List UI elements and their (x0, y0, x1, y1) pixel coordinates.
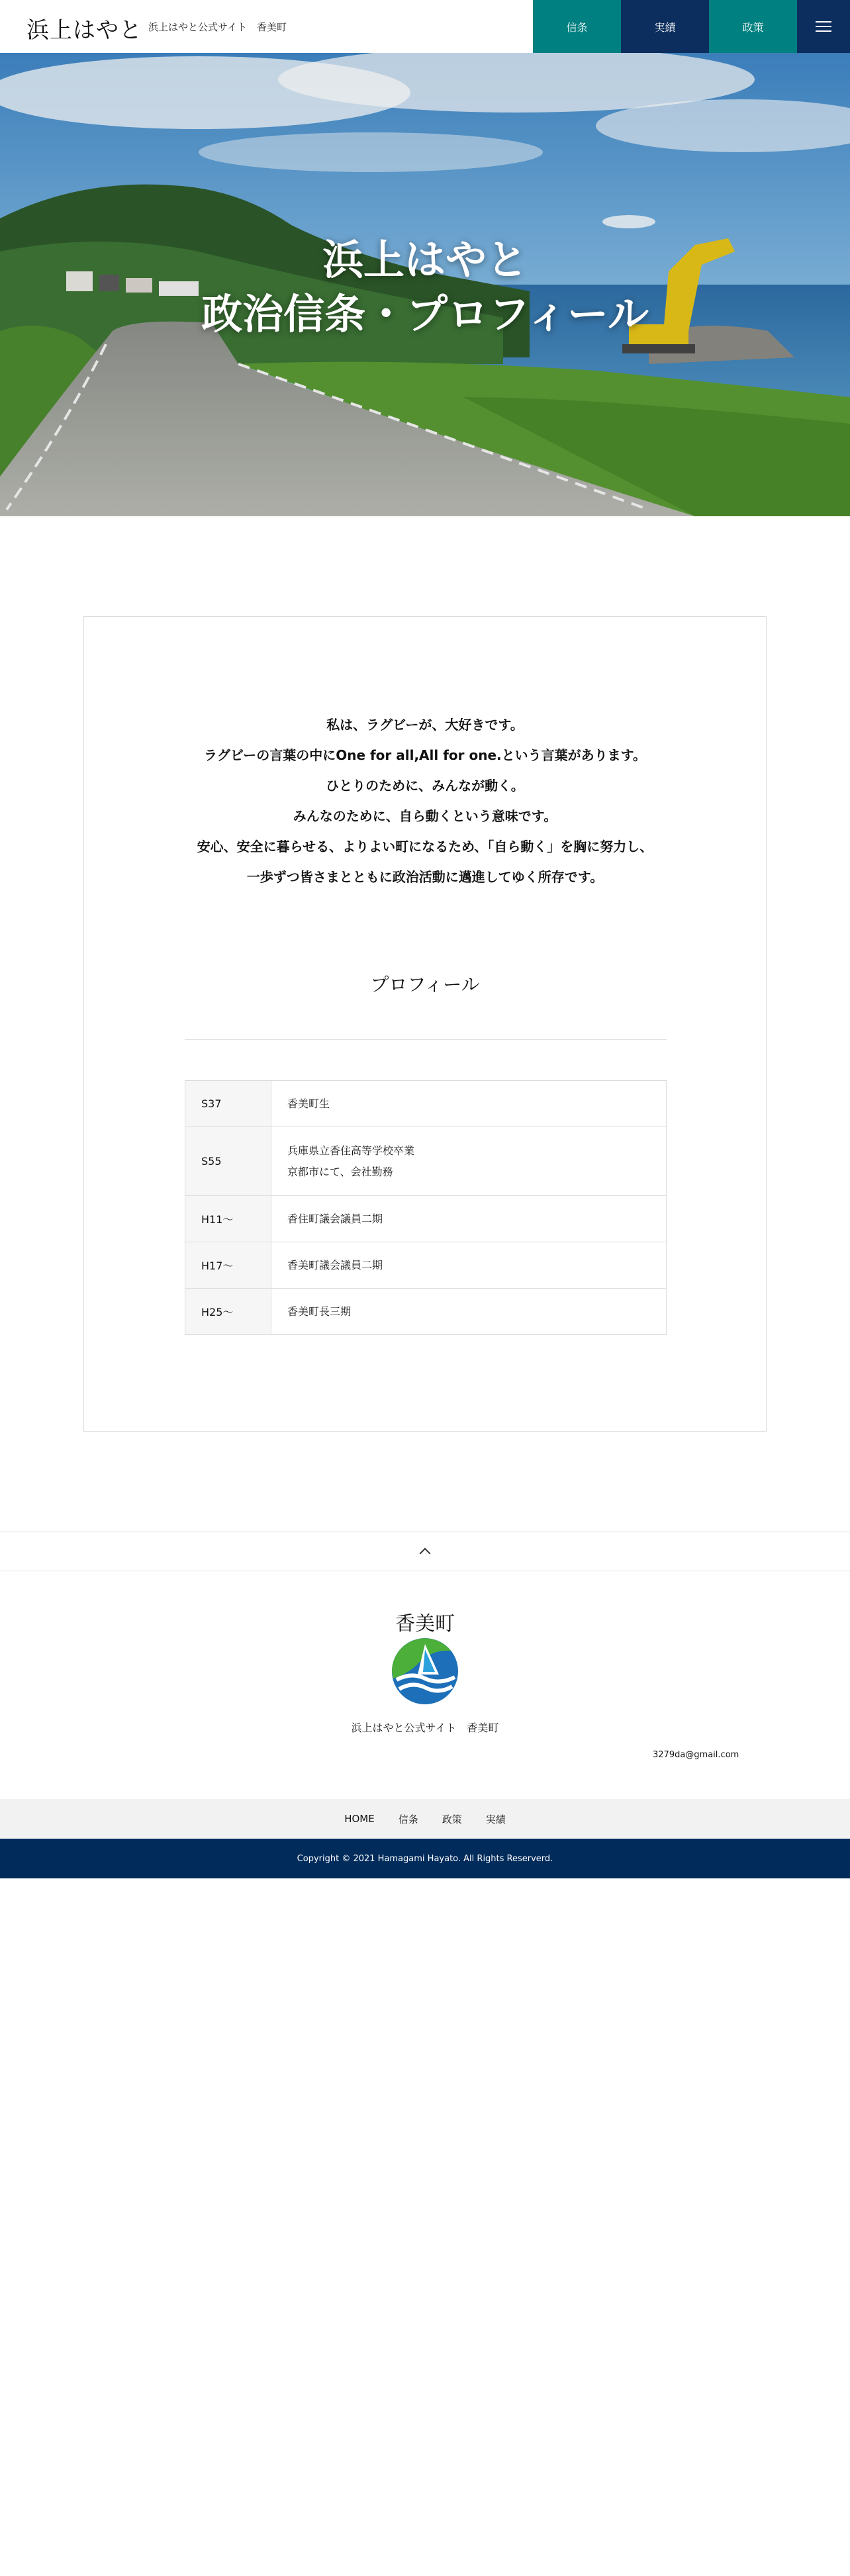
site-header (0, 0, 850, 53)
message-line: 一歩ずつ皆さまとともに政治活動に邁進してゆく所存です。 (246, 869, 604, 885)
profile-event: 香美町生 (271, 1081, 667, 1127)
profile-divider (185, 1039, 667, 1040)
table-row (185, 1242, 667, 1289)
message-line: みんなのために、自ら動くという意味です。 (293, 808, 557, 824)
profile-year: H25〜 (185, 1289, 271, 1335)
message-line: 私は、ラグビーが、大好きです。 (326, 717, 524, 733)
hero-title-line2: 政治信条・プロフィール (201, 290, 649, 338)
profile-event-line: 兵庫県立香住高等学校卒業 (287, 1144, 415, 1157)
page-top-button[interactable] (0, 1532, 850, 1571)
profile-event: 香住町議会議員二期 (271, 1196, 667, 1242)
footer-nav-policy[interactable]: 政策 (442, 1813, 462, 1825)
message-line: ひとりのために、みんなが動く。 (326, 778, 524, 794)
site-brand[interactable]: 浜上はやと (26, 17, 142, 44)
menu-icon (816, 21, 831, 32)
message-line: 安心、安全に暮らせる、よりよい町になるため、「自ら動く」を胸に努力し、 (197, 839, 653, 854)
hero-title (0, 233, 850, 342)
profile-event: 香美町議会議員二期 (271, 1242, 667, 1289)
menu-button[interactable] (797, 0, 850, 53)
nav-item-belief[interactable]: 信条 (533, 0, 621, 53)
footer-nav-achievements[interactable]: 実績 (485, 1813, 506, 1825)
footer-town-name: 香美町 (395, 1612, 455, 1635)
profile-heading: プロフィール (370, 974, 480, 995)
site-tagline: 浜上はやと公式サイト 香美町 (148, 21, 287, 33)
profile-event: 香美町長三期 (271, 1289, 667, 1335)
profile-table (185, 1080, 667, 1335)
hero-banner (0, 53, 850, 516)
chevron-up-icon (420, 1548, 431, 1559)
profile-event (271, 1127, 667, 1196)
profile-year: S37 (185, 1081, 271, 1127)
profile-year: H11〜 (185, 1196, 271, 1242)
table-row (185, 1289, 667, 1335)
profile-year: S55 (185, 1127, 271, 1196)
table-row (185, 1081, 667, 1127)
copyright: Copyright © 2021 Hamagami Hayato. All Rights Reserverd. (0, 1839, 850, 1878)
profile-event-line: 京都市にて、会社勤務 (287, 1165, 393, 1178)
footer-email[interactable]: 3279da@gmail.com (653, 1750, 739, 1760)
table-row (185, 1196, 667, 1242)
footer-nav (0, 1799, 850, 1839)
belief-message (84, 710, 766, 892)
profile-year: H17〜 (185, 1242, 271, 1289)
table-row (185, 1127, 667, 1196)
global-nav (533, 0, 850, 53)
footer-nav-home[interactable]: HOME (344, 1813, 375, 1825)
hero-title-line1: 浜上はやと (322, 236, 528, 284)
nav-item-policy[interactable]: 政策 (709, 0, 797, 53)
footer-site-name: 浜上はやと公式サイト 香美町 (351, 1722, 499, 1734)
belief-profile-card (83, 616, 767, 1432)
footer-nav-belief[interactable]: 信条 (398, 1813, 418, 1825)
message-line: ラグビーの言葉の中にOne for all,All for one.という言葉があります。 (204, 747, 646, 763)
town-logo-icon (391, 1637, 459, 1705)
nav-item-achievements[interactable]: 実績 (621, 0, 709, 53)
